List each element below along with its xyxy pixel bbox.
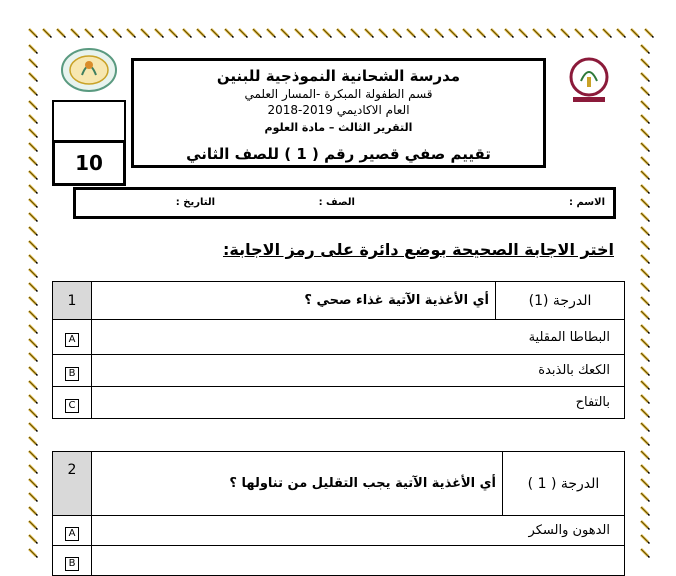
pencil-icon xyxy=(28,128,38,138)
pencil-icon xyxy=(532,28,542,38)
pencil-icon xyxy=(252,28,262,38)
pencil-icon xyxy=(640,548,650,558)
pencil-icon xyxy=(640,212,650,222)
pencil-icon xyxy=(28,478,38,488)
school-logo-icon xyxy=(60,47,118,93)
pencil-icon xyxy=(28,184,38,194)
pencil-icon xyxy=(112,28,122,38)
option-letter[interactable]: A xyxy=(65,333,79,347)
pencil-icon xyxy=(294,28,304,38)
pencil-icon xyxy=(28,408,38,418)
pencil-icon xyxy=(28,520,38,530)
pencil-icon xyxy=(640,44,650,54)
student-info-box xyxy=(73,187,616,219)
pencil-icon xyxy=(154,28,164,38)
assessment-title: تقييم صفي قصير رقم ( 1 ) للصف الثاني xyxy=(186,145,491,163)
pencil-icon xyxy=(588,28,598,38)
option-b-cell[interactable] xyxy=(53,355,92,387)
pencil-icon xyxy=(490,28,500,38)
question-grade: الدرجة (1) xyxy=(496,282,625,320)
pencil-icon xyxy=(640,198,650,208)
pencil-icon xyxy=(84,28,94,38)
pencil-icon xyxy=(28,240,38,250)
option-letter[interactable]: C xyxy=(65,399,79,413)
pencil-icon xyxy=(42,28,52,38)
school-name: مدرسة الشحانية النموذجية للبنين xyxy=(216,67,461,85)
pencil-icon xyxy=(644,28,654,38)
pencil-icon xyxy=(28,44,38,54)
pencil-icon xyxy=(28,506,38,516)
pencil-icon xyxy=(640,408,650,418)
pencil-icon xyxy=(640,254,650,264)
pencil-icon xyxy=(140,28,150,38)
pencil-icon xyxy=(28,226,38,236)
ministry-logo-icon xyxy=(565,55,613,105)
pencil-icon xyxy=(640,296,650,306)
pencil-icon xyxy=(28,72,38,82)
pencil-icon xyxy=(28,100,38,110)
pencil-icon xyxy=(546,28,556,38)
option-text: البطاطا المقلية xyxy=(92,320,625,355)
pencil-icon xyxy=(28,366,38,376)
pencil-icon xyxy=(640,478,650,488)
option-text: الدهون والسكر xyxy=(92,516,625,546)
pencil-icon xyxy=(640,506,650,516)
pencil-icon xyxy=(630,28,640,38)
question-grade: الدرجة ( 1 ) xyxy=(503,452,625,516)
pencil-icon xyxy=(640,114,650,124)
pencil-icon xyxy=(28,436,38,446)
pencil-icon xyxy=(476,28,486,38)
pencil-icon xyxy=(640,310,650,320)
class-label: الصف : xyxy=(318,197,355,208)
pencil-icon xyxy=(640,352,650,362)
pencil-icon xyxy=(238,28,248,38)
pencil-icon xyxy=(406,28,416,38)
pencil-icon xyxy=(196,28,206,38)
pencil-icon xyxy=(640,156,650,166)
pencil-icon xyxy=(602,28,612,38)
pencil-icon xyxy=(640,492,650,502)
pencil-icon xyxy=(28,534,38,544)
pencil-icon xyxy=(364,28,374,38)
pencil-icon xyxy=(640,142,650,152)
pencil-icon xyxy=(640,366,650,376)
pencil-icon xyxy=(640,520,650,530)
pencil-icon xyxy=(28,324,38,334)
pencil-icon xyxy=(28,492,38,502)
academic-year: العام الاكاديمي 2019-2018 xyxy=(267,103,410,117)
pencil-icon xyxy=(640,240,650,250)
pencil-icon xyxy=(448,28,458,38)
pencil-icon xyxy=(640,338,650,348)
question-1-table xyxy=(52,281,625,419)
pencil-icon xyxy=(640,450,650,460)
pencil-icon xyxy=(182,28,192,38)
pencil-icon xyxy=(28,198,38,208)
pencil-icon xyxy=(280,28,290,38)
pencil-icon xyxy=(28,380,38,390)
pencil-icon xyxy=(28,114,38,124)
pencil-icon xyxy=(640,268,650,278)
pencil-icon xyxy=(640,436,650,446)
pencil-icon xyxy=(518,28,528,38)
pencil-icon xyxy=(504,28,514,38)
department: قسم الطفولة المبكرة -المسار العلمي xyxy=(244,87,433,101)
pencil-icon xyxy=(28,170,38,180)
option-a-cell[interactable] xyxy=(53,516,92,546)
pencil-icon xyxy=(266,28,276,38)
score-empty-box xyxy=(52,100,126,142)
pencil-icon xyxy=(640,394,650,404)
pencil-icon xyxy=(28,282,38,292)
name-label: الاسم : xyxy=(568,197,605,208)
pencil-icon xyxy=(640,86,650,96)
pencil-icon xyxy=(28,142,38,152)
option-text: بالتفاح xyxy=(92,387,625,419)
pencil-icon xyxy=(28,156,38,166)
pencil-icon xyxy=(28,548,38,558)
pencil-icon xyxy=(28,352,38,362)
option-c-cell[interactable] xyxy=(53,387,92,419)
pencil-icon xyxy=(56,28,66,38)
pencil-icon xyxy=(28,450,38,460)
header-box xyxy=(131,58,546,168)
pencil-icon xyxy=(640,380,650,390)
date-label: التاريخ : xyxy=(175,197,215,208)
pencil-icon xyxy=(168,28,178,38)
pencil-icon xyxy=(98,28,108,38)
option-letter[interactable]: B xyxy=(65,557,79,571)
pencil-icon xyxy=(322,28,332,38)
pencil-icon xyxy=(308,28,318,38)
pencil-icon xyxy=(70,28,80,38)
pencil-icon xyxy=(640,100,650,110)
pencil-icon xyxy=(28,310,38,320)
pencil-icon xyxy=(640,58,650,68)
option-letter[interactable]: A xyxy=(65,527,79,541)
pencil-icon xyxy=(28,58,38,68)
pencil-icon xyxy=(126,28,136,38)
pencil-icon xyxy=(640,324,650,334)
pencil-icon xyxy=(28,296,38,306)
pencil-icon xyxy=(336,28,346,38)
pencil-icon xyxy=(640,72,650,82)
pencil-icon xyxy=(378,28,388,38)
pencil-icon xyxy=(640,128,650,138)
question-2-table xyxy=(52,451,625,576)
question-number: 1 xyxy=(53,282,92,320)
question-number: 2 xyxy=(53,452,92,516)
pencil-icon xyxy=(616,28,626,38)
pencil-icon xyxy=(462,28,472,38)
instruction: اختر الاجابة الصحيحة بوضع دائرة على رمز الاجابة: xyxy=(223,240,614,259)
pencil-icon xyxy=(392,28,402,38)
pencil-icon xyxy=(28,212,38,222)
pencil-icon xyxy=(640,282,650,292)
pencil-icon xyxy=(640,422,650,432)
pencil-icon xyxy=(640,534,650,544)
score-total: 10 xyxy=(52,140,126,186)
pencil-icon xyxy=(434,28,444,38)
pencil-icon xyxy=(640,184,650,194)
pencil-icon xyxy=(28,254,38,264)
pencil-icon xyxy=(28,28,38,38)
pencil-icon xyxy=(224,28,234,38)
option-text: الكعك بالذبدة xyxy=(92,355,625,387)
pencil-icon xyxy=(28,86,38,96)
option-letter[interactable]: B xyxy=(65,367,79,381)
pencil-icon xyxy=(28,394,38,404)
pencil-icon xyxy=(640,464,650,474)
pencil-icon xyxy=(28,464,38,474)
question-text: أي الأغذية الآتية غذاء صحي ؟ xyxy=(92,282,496,320)
pencil-icon xyxy=(210,28,220,38)
pencil-icon xyxy=(640,170,650,180)
pencil-icon xyxy=(350,28,360,38)
pencil-icon xyxy=(28,422,38,432)
report-title: التقرير الثالث – مادة العلوم xyxy=(264,121,413,134)
pencil-icon xyxy=(28,338,38,348)
pencil-icon xyxy=(640,226,650,236)
question-text: أي الأغذية الآتية يجب التقليل من تناولها ؟ xyxy=(92,452,503,516)
pencil-icon xyxy=(560,28,570,38)
option-a-cell[interactable] xyxy=(53,320,92,355)
pencil-icon xyxy=(420,28,430,38)
pencil-icon xyxy=(28,268,38,278)
pencil-icon xyxy=(574,28,584,38)
